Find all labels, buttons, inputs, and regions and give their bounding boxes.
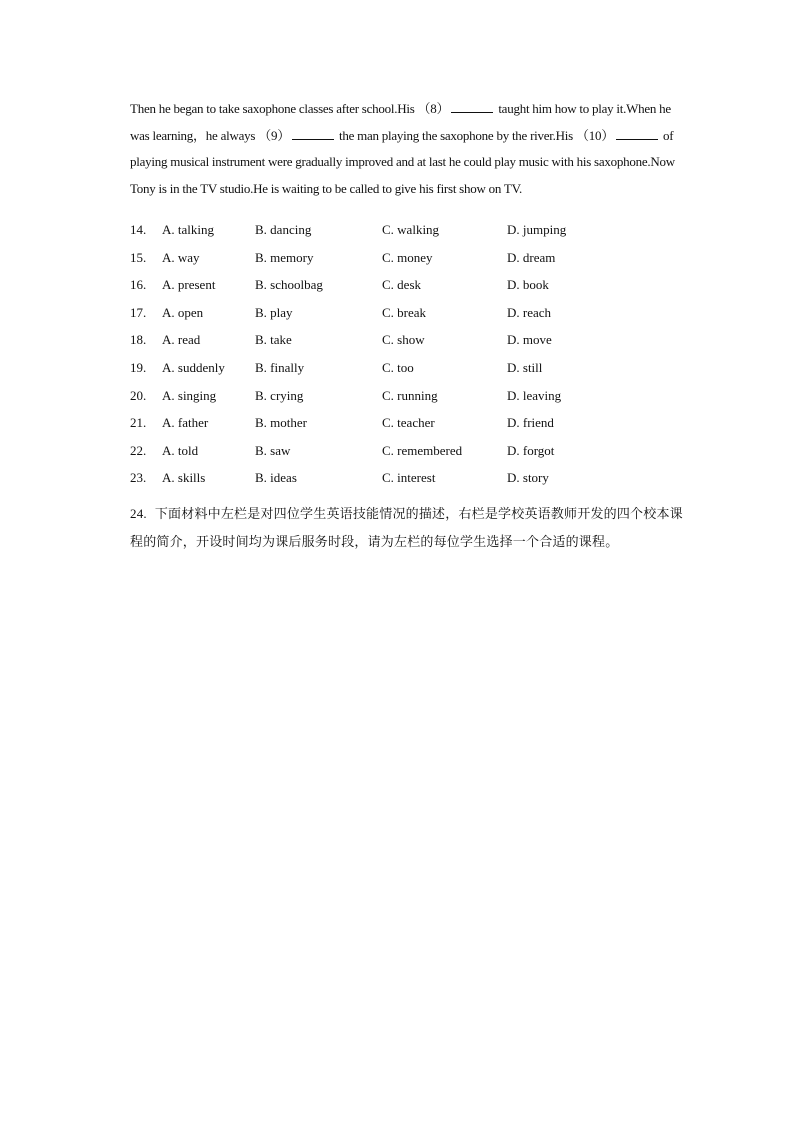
option-d: D. reach xyxy=(507,304,552,320)
option-a: A. talking xyxy=(162,222,214,237)
question-number: 18. xyxy=(130,332,147,348)
option-b: B. finally xyxy=(255,359,305,375)
option-d: D. forgot xyxy=(507,442,555,458)
option-c: C. break xyxy=(382,304,427,320)
blank-line-10 xyxy=(616,127,658,140)
option-d: D. jumping xyxy=(507,222,567,237)
question-number: 19. xyxy=(130,359,147,375)
option-c: C. show xyxy=(382,332,425,348)
option-d: D. dream xyxy=(507,249,556,265)
question-number: 22. xyxy=(130,442,147,458)
option-c: C. desk xyxy=(382,277,421,293)
option-a: A. way xyxy=(162,249,200,265)
passage-paragraph xyxy=(130,96,692,202)
option-c: C. money xyxy=(382,249,433,265)
answer-options-list xyxy=(130,222,692,498)
question-number: 15. xyxy=(130,249,147,265)
option-c: C. interest xyxy=(382,470,436,486)
question-row xyxy=(130,222,692,250)
question-row xyxy=(130,305,692,333)
blank-marker-10: （10） xyxy=(575,127,614,143)
question-number: 21. xyxy=(130,415,147,431)
blank-line-9 xyxy=(292,127,334,140)
question-row xyxy=(130,250,692,278)
option-d: D. friend xyxy=(507,415,554,431)
reading-passage xyxy=(130,96,692,202)
option-b: B. crying xyxy=(255,387,304,403)
option-c: C. running xyxy=(382,387,438,403)
question-row xyxy=(130,277,692,305)
question-number: 24. xyxy=(130,506,147,521)
question-number: 16. xyxy=(130,277,147,293)
question-number: 14. xyxy=(130,222,147,237)
passage-text: taught him how to play it.When he was learning，he always xyxy=(130,101,671,143)
question-row xyxy=(130,332,692,360)
question-row xyxy=(130,415,692,443)
option-c: C. remembered xyxy=(382,442,463,458)
question-row xyxy=(130,388,692,416)
option-a: A. singing xyxy=(162,387,217,403)
option-a: A. suddenly xyxy=(162,359,225,375)
passage-text: Then he began to take saxophone classes after school.His xyxy=(130,101,418,116)
option-c: C. walking xyxy=(382,222,440,237)
option-a: A. told xyxy=(162,442,199,458)
option-b: B. ideas xyxy=(255,470,297,486)
option-b: B. schoolbag xyxy=(255,277,323,293)
question-24-instructions xyxy=(130,500,692,557)
question-row xyxy=(130,470,692,498)
option-a: A. open xyxy=(162,304,204,320)
blank-marker-9: （9） xyxy=(258,127,290,143)
option-d: D. still xyxy=(507,359,543,375)
option-a: A. skills xyxy=(162,470,206,486)
option-c: C. too xyxy=(382,359,414,375)
option-d: D. book xyxy=(507,277,549,293)
instruction-text: 下面材料中左栏是对四位学生英语技能情况的描述，右栏是学校英语教师开发的四个校本课程的简介，开设时间均为课后服务时段，请为左栏的每位学生选择一个合适的课程。 xyxy=(130,507,683,550)
question-row xyxy=(130,443,692,471)
blank-line-8 xyxy=(451,100,493,113)
question-number: 20. xyxy=(130,387,147,403)
option-a: A. read xyxy=(162,332,201,348)
passage-text: of playing musical instrument were gradually improved and at last he could play music with his saxophone.Now Tony is in the TV studio.He is waiting to be called to give his first show on TV. xyxy=(130,127,675,196)
option-d: D. story xyxy=(507,470,549,486)
option-b: B. take xyxy=(255,332,292,348)
option-b: B. saw xyxy=(255,442,291,458)
option-a: A. present xyxy=(162,277,216,293)
option-c: C. teacher xyxy=(382,415,435,431)
option-d: D. move xyxy=(507,332,552,348)
option-b: B. mother xyxy=(255,415,307,431)
blank-marker-8: （8） xyxy=(417,101,450,116)
passage-text: the man playing the saxophone by the river.His xyxy=(335,127,576,143)
option-b: B. memory xyxy=(255,249,314,265)
question-number: 23. xyxy=(130,470,147,486)
question-row xyxy=(130,360,692,388)
option-b: B. dancing xyxy=(255,222,312,237)
option-d: D. leaving xyxy=(507,387,562,403)
option-a: A. father xyxy=(162,415,209,431)
option-b: B. play xyxy=(255,304,293,320)
question-number: 17. xyxy=(130,304,147,320)
